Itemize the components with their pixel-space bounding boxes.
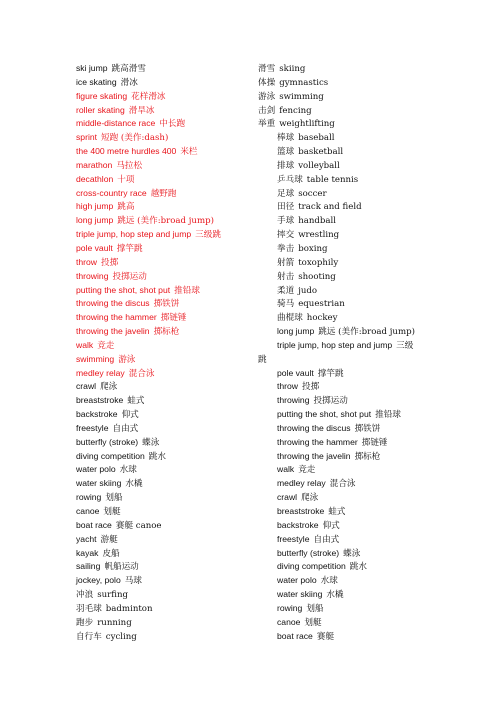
vocabulary-entry	[76, 519, 251, 533]
entry-translation: soccer	[298, 188, 327, 199]
entry-translation: 跳远 (美作:broad jump)	[318, 327, 415, 338]
vocabulary-entry	[76, 505, 251, 519]
entry-translation: 爬泳	[301, 493, 319, 504]
entry-term: throwing	[277, 395, 310, 406]
vocabulary-entry	[258, 353, 458, 367]
entry-term: canoe	[76, 506, 100, 516]
entry-term: swimming	[76, 353, 115, 364]
entry-term: walk	[76, 339, 94, 350]
entry-translation: running	[97, 617, 132, 628]
entry-term: 击剑	[258, 104, 276, 115]
entry-translation: 滑旱冰	[128, 105, 155, 116]
entry-term: 柔道	[277, 284, 295, 295]
vocabulary-entry	[76, 547, 251, 561]
vocabulary-entry	[76, 214, 251, 228]
entry-term: pole vault	[277, 367, 314, 378]
entry-translation: 仰式	[322, 520, 340, 531]
vocabulary-entry	[76, 394, 251, 408]
entry-term: 篮球	[277, 146, 295, 157]
entry-term: freestyle	[277, 533, 310, 544]
entry-translation: 水橇	[125, 479, 143, 490]
entry-term: 棒球	[277, 132, 295, 143]
entry-translation: 仰式	[121, 410, 139, 421]
vocabulary-entry	[258, 408, 458, 422]
entry-term: 射击	[277, 270, 295, 281]
right-vocabulary-column	[258, 62, 458, 643]
entry-translation: wrestling	[298, 230, 340, 241]
vocabulary-entry	[258, 560, 458, 574]
entry-translation: volleyball	[298, 160, 340, 171]
vocabulary-entry	[258, 173, 458, 187]
entry-translation: 赛艇	[316, 631, 335, 642]
entry-translation: 滑冰	[120, 77, 138, 88]
vocabulary-entry	[258, 519, 458, 533]
entry-term: 骑马	[277, 298, 295, 309]
left-vocabulary-column	[76, 62, 251, 643]
vocabulary-entry	[76, 117, 251, 131]
entry-translation: 三级跳	[195, 230, 221, 241]
vocabulary-entry	[76, 242, 251, 256]
vocabulary-entry	[258, 339, 458, 353]
vocabulary-entry	[258, 242, 458, 256]
entry-translation: 帆船运动	[104, 562, 139, 573]
vocabulary-entry	[258, 602, 458, 616]
vocabulary-entry	[76, 339, 251, 353]
entry-term: triple jump, hop step and jump	[277, 339, 393, 350]
entry-term: medley relay	[277, 478, 326, 489]
entry-translation: 赛艇 canoe	[115, 520, 162, 531]
entry-translation: swimming	[279, 91, 324, 102]
entry-term: 举重	[258, 118, 276, 129]
entry-translation: 水球	[320, 576, 338, 587]
vocabulary-entry	[76, 533, 251, 547]
entry-translation: 掷标枪	[153, 327, 180, 338]
entry-term: jockey, polo	[76, 575, 121, 586]
entry-translation: judo	[298, 285, 318, 296]
entry-translation: shooting	[298, 271, 336, 282]
entry-term: 田径	[277, 201, 295, 212]
entry-term: rowing	[76, 492, 102, 503]
entry-translation: 划艇	[304, 617, 322, 628]
vocabulary-entry	[258, 547, 458, 561]
entry-term: water skiing	[76, 478, 122, 489]
entry-translation: 掷链锤	[160, 313, 187, 324]
entry-term: long jump	[277, 326, 315, 337]
vocabulary-entry	[258, 436, 458, 450]
vocabulary-entry	[258, 131, 458, 145]
vocabulary-entry	[76, 560, 251, 574]
vocabulary-entry	[258, 380, 458, 394]
vocabulary-entry	[258, 367, 458, 381]
entry-term: backstroke	[277, 519, 319, 530]
entry-term: crawl	[277, 492, 298, 503]
entry-term: breaststroke	[76, 395, 124, 406]
vocabulary-entry	[76, 228, 251, 242]
vocabulary-entry	[76, 200, 251, 214]
vocabulary-entry	[258, 505, 458, 519]
entry-translation: boxing	[298, 243, 328, 254]
entry-translation: 划艇	[103, 507, 121, 517]
vocabulary-entry	[258, 117, 458, 131]
entry-translation: 短跑 (美作:dash)	[101, 133, 169, 144]
vocabulary-entry	[76, 311, 251, 325]
vocabulary-entry	[76, 477, 251, 491]
vocabulary-entry	[76, 380, 251, 394]
entry-term: 曲棍球	[277, 312, 303, 323]
entry-translation: 划船	[105, 493, 123, 504]
entry-term: triple jump, hop step and jump	[76, 229, 192, 240]
entry-translation: 爬泳	[100, 382, 118, 393]
entry-translation: baseball	[298, 133, 335, 144]
entry-term: throwing the javelin	[277, 450, 351, 461]
entry-translation: 推铅球	[174, 285, 200, 296]
entry-translation: hockey	[306, 313, 338, 324]
entry-term: butterfly (stroke)	[277, 547, 340, 558]
entry-translation: 混合泳	[329, 479, 356, 490]
entry-term: roller skating	[76, 104, 125, 115]
vocabulary-entry	[258, 256, 458, 270]
vocabulary-entry	[258, 574, 458, 588]
entry-term: 拳击	[277, 242, 295, 253]
entry-term: 冲浪	[76, 589, 94, 600]
entry-translation: 掷链锤	[361, 437, 388, 448]
entry-term: yacht	[76, 533, 97, 544]
entry-translation: 掷铁饼	[354, 423, 381, 434]
entry-term: putting the shot, shot put	[76, 284, 171, 295]
entry-term: marathon	[76, 159, 113, 170]
entry-translation: weightlifting	[279, 119, 335, 130]
entry-term: 自行车	[76, 630, 102, 641]
entry-translation: 蝶泳	[343, 548, 361, 559]
entry-translation: 投掷运动	[313, 396, 348, 407]
vocabulary-entry	[76, 270, 251, 284]
vocabulary-entry	[76, 256, 251, 270]
entry-translation: skiing	[279, 64, 306, 74]
vocabulary-entry	[258, 214, 458, 228]
entry-translation: 掷铁饼	[153, 299, 180, 310]
entry-term: water skiing	[277, 589, 323, 600]
vocabulary-entry	[258, 311, 458, 325]
vocabulary-entry	[76, 588, 251, 602]
entry-translation: 十项	[117, 174, 135, 185]
entry-translation: 跳水	[148, 451, 166, 462]
entry-term: 游泳	[258, 90, 276, 101]
vocabulary-entry	[258, 325, 458, 339]
entry-translation: 跳高	[117, 202, 135, 213]
vocabulary-entry	[258, 200, 458, 214]
entry-translation: fencing	[279, 105, 312, 116]
vocabulary-entry	[76, 436, 251, 450]
entry-term: ice skating	[76, 76, 117, 87]
vocabulary-entry	[258, 104, 458, 118]
entry-term: sailing	[76, 561, 101, 572]
entry-term: throwing the javelin	[76, 326, 150, 337]
entry-translation: 混合泳	[128, 368, 155, 379]
entry-translation: 蝶泳	[142, 437, 160, 448]
entry-term: 体操	[258, 76, 276, 87]
entry-translation: 投掷	[101, 257, 119, 268]
entry-translation: 游泳	[118, 354, 136, 365]
vocabulary-entry	[76, 491, 251, 505]
entry-term: figure skating	[76, 90, 128, 101]
vocabulary-entry	[76, 616, 251, 630]
entry-translation: 花样滑冰	[131, 91, 166, 102]
entry-translation: 越野跑	[150, 188, 177, 199]
entry-translation: 中长跑	[159, 119, 186, 130]
vocabulary-entry	[258, 394, 458, 408]
entry-translation: basketball	[298, 147, 344, 158]
entry-translation: 跳远 (美作:broad jump)	[117, 216, 214, 227]
entry-term: crawl	[76, 381, 97, 392]
vocabulary-entry	[76, 630, 251, 644]
entry-term: 跳	[258, 353, 267, 364]
vocabulary-entry	[258, 159, 458, 173]
vocabulary-entry	[258, 187, 458, 201]
entry-translation: 推铅球	[375, 410, 401, 421]
entry-translation: cycling	[105, 631, 137, 642]
vocabulary-entry	[76, 367, 251, 381]
entry-term: 排球	[277, 159, 295, 170]
entry-term: 摔交	[277, 229, 295, 240]
entry-term: water polo	[76, 464, 116, 475]
entry-term: cross-country race	[76, 187, 147, 198]
vocabulary-entry	[258, 422, 458, 436]
entry-translation: 马球	[124, 576, 142, 587]
entry-term: throwing the discus	[277, 422, 351, 433]
entry-term: throwing the hammer	[76, 312, 157, 323]
entry-term: rowing	[277, 602, 303, 613]
entry-term: sprint	[76, 132, 98, 143]
vocabulary-entry	[258, 630, 458, 644]
entry-translation: 水球	[119, 465, 137, 476]
entry-translation: 竞走	[298, 465, 316, 476]
entry-translation: 掷标枪	[354, 451, 381, 462]
vocabulary-entry	[76, 284, 251, 298]
entry-translation: 蛙式	[328, 507, 346, 517]
vocabulary-entry	[258, 477, 458, 491]
entry-term: butterfly (stroke)	[76, 436, 139, 447]
entry-term: medley relay	[76, 367, 125, 378]
entry-term: freestyle	[76, 422, 109, 433]
entry-translation: 米栏	[180, 147, 198, 158]
entry-translation: badminton	[105, 603, 153, 614]
vocabulary-entry	[258, 62, 458, 76]
entry-term: middle-distance race	[76, 118, 156, 129]
vocabulary-entry	[76, 325, 251, 339]
entry-translation: 游艇	[100, 534, 118, 545]
vocabulary-entry	[258, 76, 458, 90]
vocabulary-entry	[258, 463, 458, 477]
entry-term: high jump	[76, 201, 114, 212]
entry-term: 乒乓球	[277, 173, 303, 184]
entry-term: diving competition	[277, 561, 346, 572]
entry-translation: 水橇	[326, 590, 344, 601]
entry-term: ski jump	[76, 63, 108, 73]
entry-term: backstroke	[76, 409, 118, 420]
vocabulary-entry	[258, 270, 458, 284]
entry-term: water polo	[277, 575, 317, 586]
entry-translation: gymnastics	[279, 77, 329, 88]
vocabulary-entry	[76, 353, 251, 367]
vocabulary-entry	[76, 104, 251, 118]
vocabulary-entry	[258, 616, 458, 630]
entry-term: 滑雪	[258, 63, 276, 73]
entry-term: throw	[277, 381, 299, 392]
entry-translation: 三级	[396, 340, 414, 351]
entry-translation: 跳水	[349, 562, 367, 573]
vocabulary-entry	[258, 228, 458, 242]
vocabulary-entry	[76, 422, 251, 436]
entry-translation: 竞走	[97, 340, 115, 351]
vocabulary-entry	[76, 62, 251, 76]
vocabulary-entry	[258, 90, 458, 104]
entry-translation: table tennis	[306, 174, 359, 185]
vocabulary-entry	[76, 450, 251, 464]
vocabulary-entry	[76, 145, 251, 159]
vocabulary-entry	[76, 90, 251, 104]
entry-term: boat race	[277, 630, 313, 641]
entry-term: kayak	[76, 547, 99, 558]
entry-translation: 自由式	[112, 423, 139, 434]
vocabulary-entry	[76, 408, 251, 422]
entry-term: 跑步	[76, 616, 94, 627]
vocabulary-entry	[76, 297, 251, 311]
vocabulary-entry	[76, 463, 251, 477]
vocabulary-entry	[258, 284, 458, 298]
entry-term: long jump	[76, 215, 114, 226]
entry-translation: 投掷运动	[112, 271, 147, 282]
entry-translation: equestrian	[298, 299, 345, 310]
entry-translation: 投掷	[302, 382, 320, 393]
vocabulary-entry	[258, 533, 458, 547]
entry-translation: 撑竿跳	[317, 368, 344, 379]
entry-term: 羽毛球	[76, 602, 102, 613]
vocabulary-entry	[258, 450, 458, 464]
entry-translation: 划船	[306, 603, 324, 614]
entry-term: throwing the discus	[76, 298, 150, 309]
entry-term: the 400 metre hurdles 400	[76, 146, 177, 157]
entry-translation: 蛙式	[127, 396, 145, 407]
entry-translation: 撑竿跳	[116, 243, 143, 254]
entry-translation: 马拉松	[116, 160, 143, 171]
entry-term: decathlon	[76, 173, 114, 184]
vocabulary-entry	[76, 602, 251, 616]
entry-translation: surfing	[97, 590, 129, 601]
entry-translation: 自由式	[313, 534, 340, 545]
entry-translation: track and field	[298, 202, 362, 213]
entry-translation: 跳高滑雪	[111, 64, 146, 74]
entry-translation: 皮船	[102, 548, 120, 559]
entry-term: boat race	[76, 519, 112, 530]
vocabulary-entry	[76, 131, 251, 145]
entry-term: diving competition	[76, 450, 145, 461]
entry-term: canoe	[277, 616, 301, 627]
entry-translation: handball	[298, 216, 337, 227]
entry-term: 手球	[277, 215, 295, 226]
entry-term: putting the shot, shot put	[277, 409, 372, 420]
vocabulary-entry	[76, 76, 251, 90]
entry-term: breaststroke	[277, 506, 325, 516]
vocabulary-entry	[76, 574, 251, 588]
entry-term: 射箭	[277, 256, 295, 267]
entry-term: walk	[277, 464, 295, 475]
vocabulary-entry	[76, 187, 251, 201]
entry-term: throwing	[76, 270, 109, 281]
vocabulary-entry	[76, 173, 251, 187]
vocabulary-entry	[258, 297, 458, 311]
entry-term: 足球	[277, 187, 295, 198]
vocabulary-entry	[258, 145, 458, 159]
entry-term: throwing the hammer	[277, 436, 358, 447]
vocabulary-entry	[258, 491, 458, 505]
entry-translation: toxophily	[298, 257, 339, 268]
entry-term: throw	[76, 256, 98, 267]
entry-term: pole vault	[76, 242, 113, 253]
vocabulary-entry	[258, 588, 458, 602]
vocabulary-entry	[76, 159, 251, 173]
